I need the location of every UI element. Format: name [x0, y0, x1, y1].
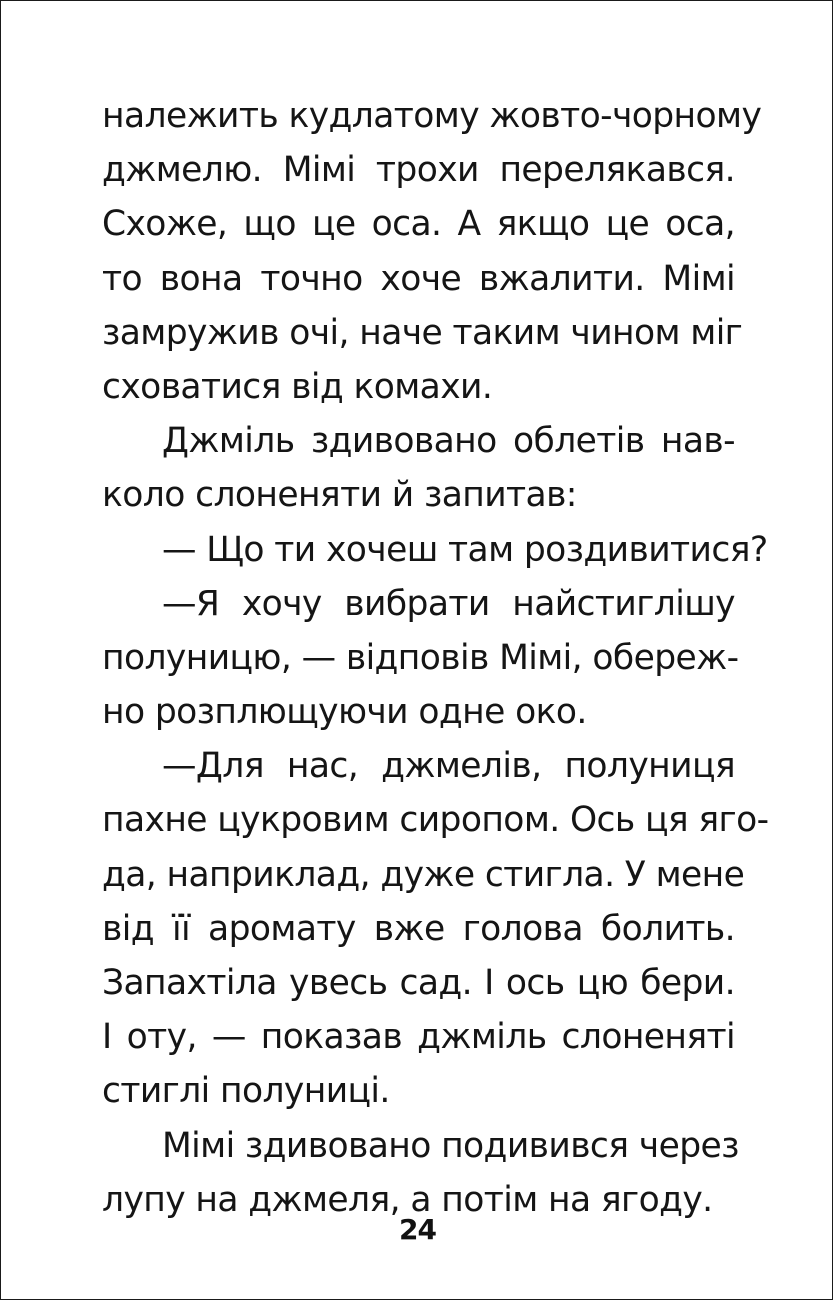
text-line: належить кудлатому жовто-чорному — [102, 96, 762, 136]
paragraph — [102, 414, 735, 522]
dialogue-paragraph — [102, 739, 769, 1118]
dialogue-paragraph — [102, 577, 739, 740]
text-line: но розплющуючи одне око. — [102, 692, 587, 733]
text-line: замружив очі, наче таким чином міг — [102, 312, 743, 353]
paragraph — [102, 1119, 739, 1227]
text-line: лупу на джмеля, а потім на ягоду. — [102, 1179, 713, 1220]
text-line: —Для нас, джмелів, полуниця — [162, 746, 735, 787]
paragraph — [102, 89, 762, 414]
text-line: стиглі полуниці. — [102, 1071, 390, 1112]
text-line: сховатися від комахи. — [102, 366, 493, 407]
text-line: І оту, — показав джміль слоненяті — [102, 1017, 735, 1058]
text-line: джмелю. Мімі трохи перелякався. — [102, 150, 735, 191]
text-line: —Я хочу вибрати найстиглішу — [162, 583, 735, 624]
text-line: Джміль здивовано облетів нав- — [162, 421, 735, 462]
body-text — [102, 89, 769, 1227]
text-line: від її аромату вже голова болить. — [102, 908, 735, 949]
text-line: то вона точно хоче вжалити. Мімі — [102, 258, 735, 299]
text-line: — Що ти хочеш там роздивитися? — [162, 529, 768, 570]
text-line: Схоже, що це оса. А якщо це оса, — [102, 204, 735, 245]
text-line: коло слоненяти й запитав: — [102, 475, 577, 516]
text-line: да, наприклад, дуже стигла. У мене — [102, 854, 745, 895]
dialogue-paragraph — [102, 523, 768, 577]
text-line: пахне цукровим сиропом. Ось ця яго- — [102, 800, 769, 841]
page-number: 24 — [399, 1213, 436, 1246]
text-line: Запахтіла увесь сад. І ось цю бери. — [102, 963, 735, 1003]
text-line: Мімі здивовано подивився через — [162, 1125, 739, 1166]
text-line: полуницю, — відповів Мімі, обереж- — [102, 637, 739, 678]
